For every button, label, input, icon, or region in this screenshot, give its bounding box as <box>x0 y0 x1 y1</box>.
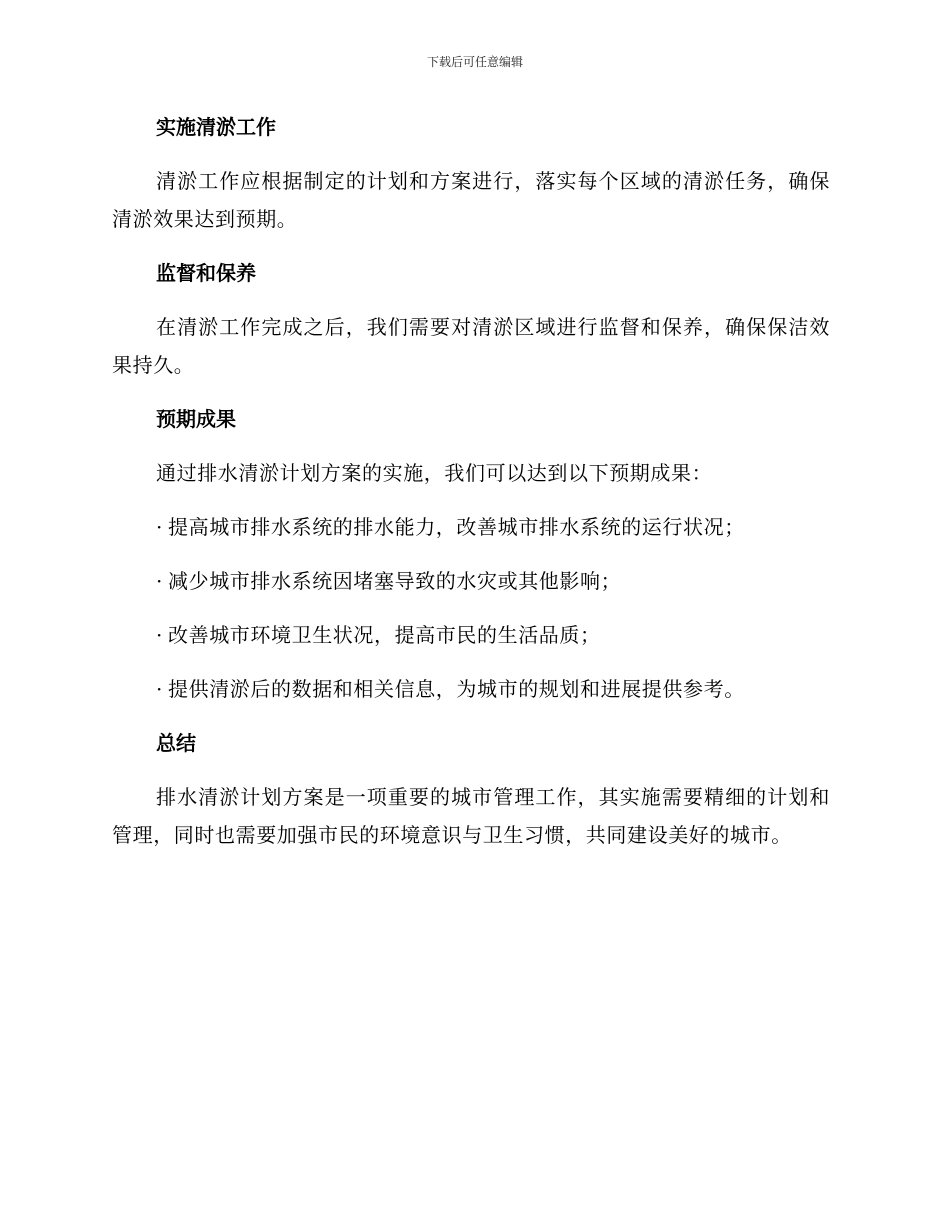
bullet-marker: · <box>156 569 163 593</box>
bullet-marker: · <box>156 677 163 701</box>
list-item-text: 减少城市排水系统因堵塞导致的水灾或其他影响； <box>168 569 622 593</box>
list-item <box>112 562 830 600</box>
bullet-marker: · <box>156 515 163 539</box>
section-paragraph-expected-results: 通过排水清淤计划方案的实施，我们可以达到以下预期成果： <box>156 461 713 485</box>
list-item <box>112 670 830 708</box>
list-item <box>112 616 830 654</box>
section-heading-supervision: 监督和保养 <box>156 261 256 285</box>
section-heading-expected-results: 预期成果 <box>156 407 236 431</box>
list-item <box>112 508 830 546</box>
section-paragraph-summary: 排水清淤计划方案是一项重要的城市管理工作，其实施需要精细的计划和管理，同时也需要加强市民的环境意识与卫生习惯，共同建设美好的城市。 <box>112 785 830 847</box>
list-item-text: 改善城市环境卫生状况，提高市民的生活品质； <box>168 623 601 647</box>
header-note: 下载后可任意编辑 <box>426 55 523 69</box>
expected-results-list <box>112 508 830 708</box>
section-paragraph-supervision: 在清淤工作完成之后，我们需要对清淤区域进行监督和保养，确保保洁效果持久。 <box>112 315 830 377</box>
bullet-marker: · <box>156 623 163 647</box>
section-paragraph-implementation: 清淤工作应根据制定的计划和方案进行，落实每个区域的清淤任务，确保清淤效果达到预期。 <box>112 169 830 231</box>
list-item-text: 提高城市排水系统的排水能力，改善城市排水系统的运行状况； <box>168 515 745 539</box>
document-body <box>112 108 830 870</box>
section-heading-implementation: 实施清淤工作 <box>156 115 276 139</box>
list-item-text: 提供清淤后的数据和相关信息，为城市的规划和进展提供参考。 <box>168 677 745 701</box>
section-heading-summary: 总结 <box>156 731 196 755</box>
